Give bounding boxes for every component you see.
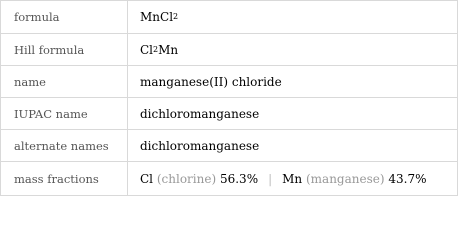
mass-fractions-value — [128, 162, 457, 195]
formula-cl: Cl — [160, 10, 174, 24]
table-row — [1, 97, 457, 129]
row-label: mass fractions — [14, 171, 99, 186]
table-row — [1, 161, 457, 195]
hill-cl: Cl — [140, 42, 154, 57]
mn-percent: 43.7% — [388, 171, 427, 186]
cl-symbol: Cl — [140, 171, 154, 186]
row-label: name — [14, 74, 46, 89]
hill-formula-value: Cl 2 Mn — [140, 42, 179, 57]
iupac-name-value: dichloromanganese — [140, 106, 260, 121]
table-row — [1, 1, 457, 33]
row-label: alternate names — [14, 138, 109, 153]
fraction-separator: | — [268, 171, 273, 186]
formula-mn: Mn — [140, 10, 161, 24]
formula-value: Mn Cl 2 — [140, 10, 179, 24]
mn-element-name: (manganese) — [305, 171, 385, 186]
row-label: formula — [14, 10, 60, 24]
row-label: Hill formula — [14, 42, 85, 57]
table-row — [1, 33, 457, 65]
mn-symbol: Mn — [282, 171, 303, 186]
name-value: manganese(II) chloride — [140, 74, 282, 89]
hill-mn: Mn — [158, 42, 179, 57]
row-label: IUPAC name — [14, 106, 88, 121]
cl-percent: 56.3% — [219, 171, 259, 186]
cl-element-name: (chlorine) — [156, 171, 217, 186]
alternate-names-value: dichloromanganese — [140, 138, 260, 153]
table-row — [1, 65, 457, 97]
table-row — [1, 129, 457, 161]
